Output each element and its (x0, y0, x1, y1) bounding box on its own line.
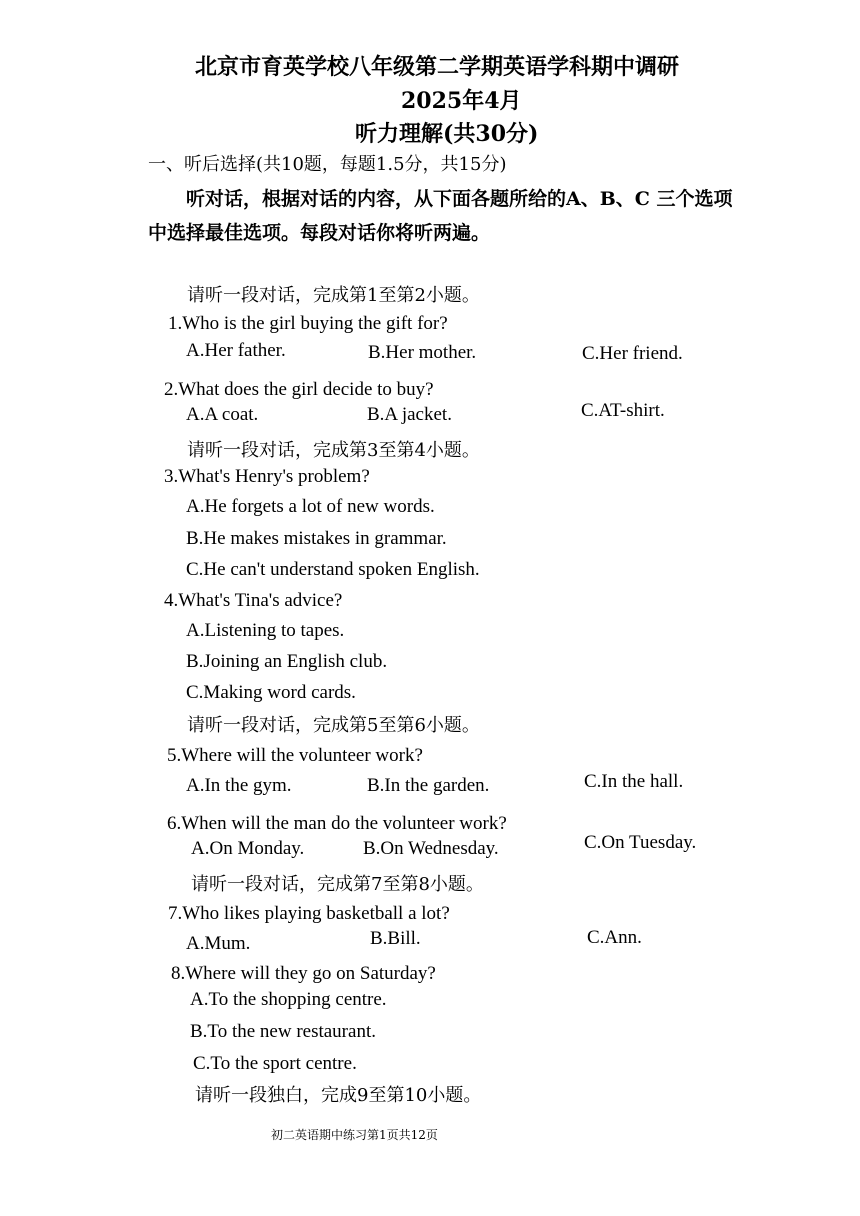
section-title: 听力理解(共30分) (355, 121, 539, 147)
option-8c[interactable]: C.To the sport centre. (193, 1053, 357, 1074)
dialogue-prompt: 请听一段对话，完成第7至第8小题。 (191, 874, 484, 895)
option-3c[interactable]: C.He can't understand spoken English. (186, 559, 480, 580)
option-5c[interactable]: C.In the hall. (584, 771, 684, 792)
option-7c[interactable]: C.Ann. (587, 927, 642, 948)
page-footer: 初二英语期中练习第1页共12页 (271, 1128, 438, 1142)
option-4b[interactable]: B.Joining an English club. (186, 651, 388, 672)
question-1: 1.Who is the girl buying the gift for? (168, 313, 448, 334)
exam-title: 北京市育英学校八年级第二学期英语学科期中调研 (195, 54, 680, 80)
option-1c[interactable]: C.Her friend. (582, 343, 683, 364)
dialogue-prompt: 请听一段对话，完成第5至第6小题。 (187, 715, 480, 736)
option-8a[interactable]: A.To the shopping centre. (190, 989, 387, 1010)
option-6a[interactable]: A.On Monday. (191, 838, 305, 859)
dialogue-prompt: 请听一段独白，完成9至第10小题。 (195, 1085, 482, 1106)
dialogue-prompt: 请听一段对话，完成第3至第4小题。 (187, 440, 480, 461)
instruction-line-1: 听对话，根据对话的内容，从下面各题所给的A、B、C 三个选项 (186, 188, 733, 210)
question-7: 7.Who likes playing basketball a lot? (168, 903, 450, 924)
option-2c[interactable]: C.AT-shirt. (581, 400, 665, 421)
option-4a[interactable]: A.Listening to tapes. (186, 620, 345, 641)
question-3: 3.What's Henry's problem? (164, 466, 370, 487)
question-6: 6.When will the man do the volunteer work? (167, 813, 507, 834)
option-3a[interactable]: A.He forgets a lot of new words. (186, 496, 435, 517)
question-4: 4.What's Tina's advice? (164, 590, 343, 611)
option-7a[interactable]: A.Mum. (186, 933, 251, 954)
option-6b[interactable]: B.On Wednesday. (363, 838, 499, 859)
option-1b[interactable]: B.Her mother. (368, 342, 477, 363)
option-3b[interactable]: B.He makes mistakes in grammar. (186, 528, 447, 549)
option-2b[interactable]: B.A jacket. (367, 404, 452, 425)
question-5: 5.Where will the volunteer work? (167, 745, 423, 766)
part-heading: 一、听后选择(共10题，每题1.5分，共15分) (148, 154, 507, 175)
option-8b[interactable]: B.To the new restaurant. (190, 1021, 376, 1042)
option-6c[interactable]: C.On Tuesday. (584, 832, 697, 853)
dialogue-prompt: 请听一段对话，完成第1至第2小题。 (187, 285, 480, 306)
option-7b[interactable]: B.Bill. (370, 928, 421, 949)
option-5a[interactable]: A.In the gym. (186, 775, 292, 796)
exam-date: 2025年4月 (401, 88, 522, 114)
instruction-line-2: 中选择最佳选项。每段对话你将听两遍。 (148, 222, 491, 244)
option-4c[interactable]: C.Making word cards. (186, 682, 356, 703)
question-2: 2.What does the girl decide to buy? (164, 379, 434, 400)
option-5b[interactable]: B.In the garden. (367, 775, 490, 796)
option-2a[interactable]: A.A coat. (186, 404, 259, 425)
option-1a[interactable]: A.Her father. (186, 340, 286, 361)
question-8: 8.Where will they go on Saturday? (171, 963, 436, 984)
